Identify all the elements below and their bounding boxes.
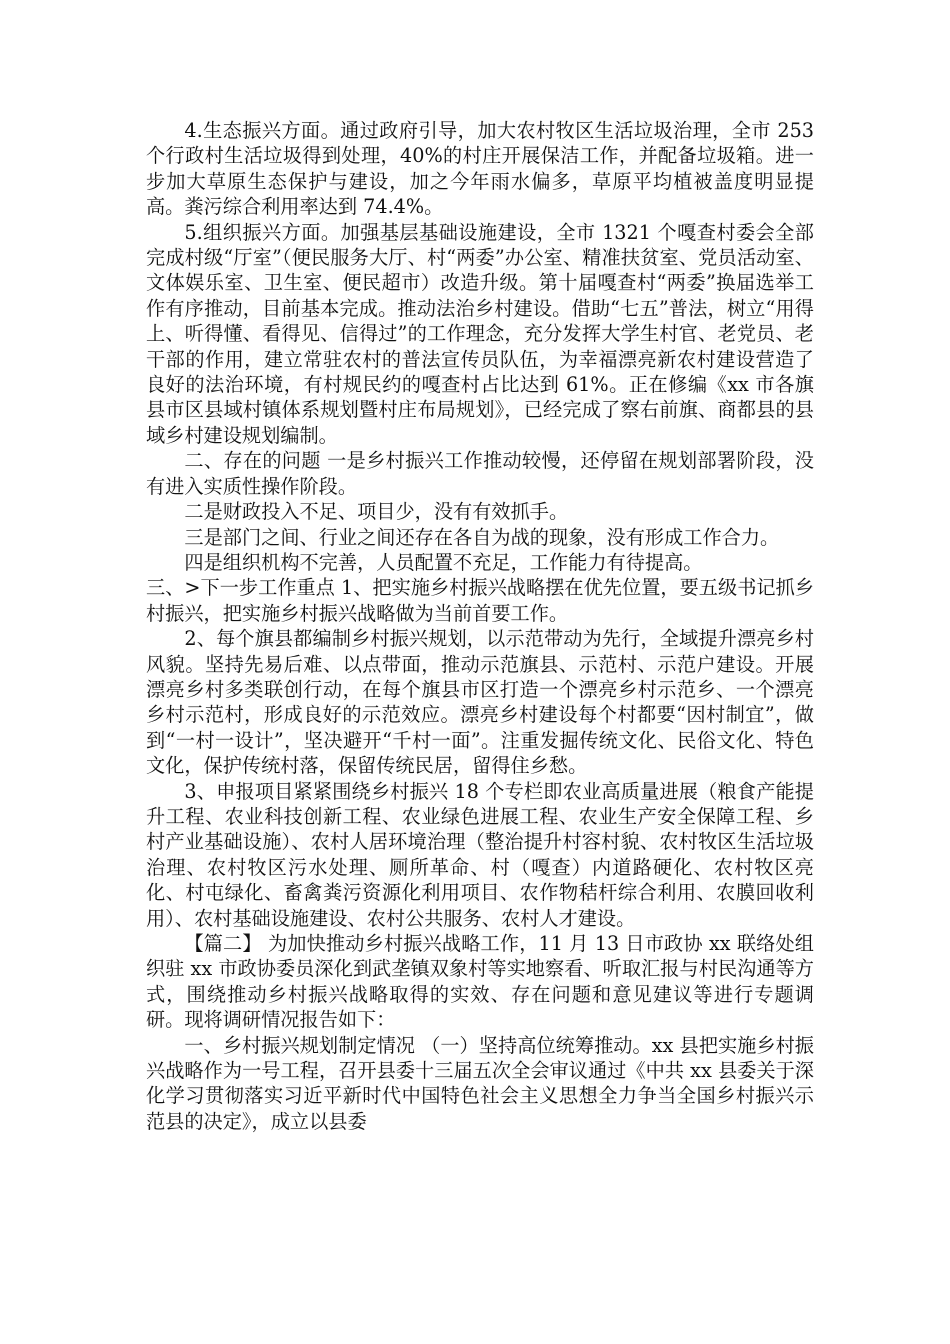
- paragraph-problem-3: 三是部门之间、行业之间还存在各自为战的现象，没有形成工作合力。: [184, 525, 780, 549]
- paragraph-problem-2: 二是财政投入不足、项目少，没有有效抓手。: [184, 500, 569, 524]
- paragraph-step-2: 2、每个旗县都编制乡村振兴规划，以示范带动为先行，全域提升漂亮乡村风貌。坚持先易后难、以点带面，推动示范旗县、示范村、示范户建设。开展漂亮乡村多类联创行动，在每个旗县市区打造一个漂亮乡村示范乡、一个漂亮乡村示范村，形成良好的示范效应。漂亮乡村建设每个村都要“因村制宜”，做到“一村一设计”，坚决避开“千村一面”。注重发掘传统文化、民俗文化、特色文化，保护传统村落，保留传统民居，留得住乡愁。: [146, 627, 814, 778]
- paragraph-ecology: 4.生态振兴方面。通过政府引导，加大农村牧区生活垃圾治理，全市 253 个行政村生活垃圾得到处理，40%的村庄开展保洁工作，并配备垃圾箱。进一步加大草原生态保护与建设，加之今年雨水偏多，草原平均植被盖度明显提高。粪污综合利用率达到 74.4%。: [146, 119, 814, 219]
- paragraph-planning: 一、乡村振兴规划制定情况 （一）坚持高位统筹推动。xx 县把实施乡村振兴战略作为一号工程，召开县委十三届五次全会审议通过《中共 xx 县委关于深化学习贯彻落实习近平新时代中国特色社会主义思想全力争当全国乡村振兴示范县的决定》，成立以县委: [146, 1033, 814, 1133]
- document-body: [146, 118, 814, 1134]
- paragraph-problems: 二、存在的问题 一是乡村振兴工作推动较慢，还停留在规划部署阶段，没有进入实质性操作阶段。: [146, 449, 814, 498]
- paragraph-organization: 5.组织振兴方面。加强基层基础设施建设，全市 1321 个嘎查村委会全部完成村级“厅室”（便民服务大厅、村“两委”办公室、精准扶贫室、党员活动室、文体娱乐室、卫生室、便民超市）改造升级。第十届嘎查村“两委”换届选举工作有序推动，目前基本完成。推动法治乡村建设。借助“七五”普法，树立“用得上、听得懂、看得见、信得过”的工作理念，充分发挥大学生村官、老党员、老干部的作用，建立常驻农村的普法宣传员队伍，为幸福漂亮新农村建设营造了良好的法治环境，有村规民约的嘎查村占比达到 61%。正在修编《xx 市各旗县市区县域村镇体系规划暨村庄布局规划》，已经完成了察右前旗、商都县的县域乡村建设规划编制。: [146, 220, 814, 447]
- paragraph-problem-4: 四是组织机构不完善，人员配置不充足，工作能力有待提高。: [184, 550, 703, 574]
- paragraph-step-3: 3、申报项目紧紧围绕乡村振兴 18 个专栏即农业高质量进展（粮食产能提升工程、农业科技创新工程、农业绿色进展工程、农业生产安全保障工程、乡村产业基础设施）、农村人居环境治理（整治提升村容村貌、农村牧区生活垃圾治理、农村牧区污水处理、厕所革命、村（嘎查）内道路硬化、农村牧区亮化、村屯绿化、畜禽粪污资源化利用项目、农作物秸杆综合利用、农膜回收利用）、农村基础设施建设、农村公共服务、农村人才建设。: [146, 779, 814, 930]
- paragraph-next-steps: 三、>下一步工作重点 1、把实施乡村振兴战略摆在优先位置，要五级书记抓乡村振兴，把实施乡村振兴战略做为当前首要工作。: [146, 576, 814, 625]
- paragraph-part-two: 【篇二】 为加快推动乡村振兴战略工作，11 月 13 日市政协 xx 联络处组织驻 xx 市政协委员深化到武垄镇双象村等实地察看、听取汇报与村民沟通等方式，围绕推动乡村振兴战略取得的实效、存在问题和意见建议等进行专题调研。现将调研情况报告如下：: [146, 932, 814, 1032]
